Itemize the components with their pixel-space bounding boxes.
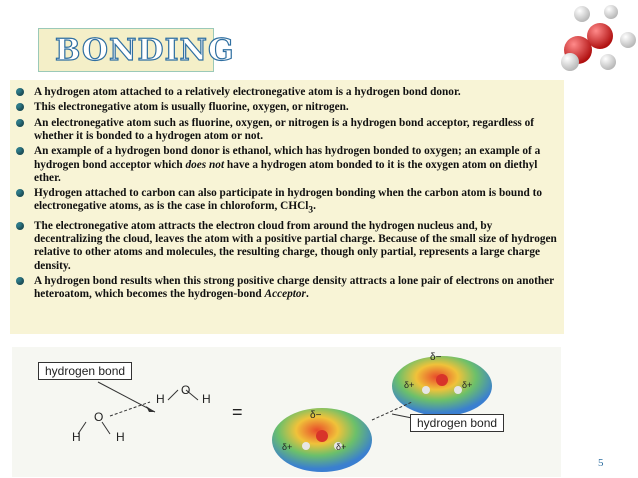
atom-h-bottom-left: H (72, 430, 81, 444)
bullet-item: The electronegative atom attracts the electron cloud from around the hydrogen nucleus and, by decentralizing the cloud, leaves the atom with a positive partial charge. Because of the small size of hydrogen relative to other atoms and molecules, the resulting charge, though only partial, represents a large charge density. (14, 220, 560, 273)
delta-plus-bottom-left: δ+ (282, 442, 293, 452)
delta-minus-top: δ− (430, 352, 442, 363)
delta-plus-top-left: δ+ (404, 380, 415, 390)
hydrogen-bond-label-left: hydrogen bond (38, 362, 132, 380)
bullet-marker (16, 103, 24, 111)
bullet-marker (16, 277, 24, 285)
atom-h-top-left: H (156, 392, 165, 406)
bullet-marker (16, 147, 24, 155)
delta-minus-bottom: δ− (310, 410, 322, 421)
delta-plus-top-right: δ+ (462, 380, 473, 390)
bullet-marker (16, 119, 24, 127)
bullet-item: A hydrogen atom attached to a relatively electronegative atom is a hydrogen bond donor. (14, 86, 560, 99)
hydrogen-bond-label-right: hydrogen bond (410, 414, 504, 432)
slide-title: BONDING (55, 33, 235, 68)
page-number: 5 (598, 457, 604, 469)
hydrogen-bond-diagram (60, 378, 230, 458)
title-box (38, 28, 235, 72)
atom-o-bottom: O (94, 410, 104, 424)
water-molecule-graphic (548, 0, 638, 78)
delta-plus-bottom-right: δ+ (336, 442, 347, 452)
equals-sign: = (232, 402, 243, 422)
bullet-item: An example of a hydrogen bond donor is ethanol, which has hydrogen bonded to oxygen; an example of a hydrogen bond acceptor which does not have a hydrogen atom bonded to it is the oxygen atom on diethyl ether. (14, 145, 560, 185)
atom-h-bottom-right: H (116, 430, 125, 444)
bullet-marker (16, 88, 24, 96)
bullet-list (14, 86, 560, 304)
bullet-item: Hydrogen attached to carbon can also participate in hydrogen bonding when the carbon atom is bound to electronegative atoms, as is the case in chloroform, CHCl$_3$. (14, 187, 560, 218)
bullet-marker (16, 222, 24, 230)
atom-o-top: O (181, 383, 191, 397)
bullet-item: A hydrogen bond results when this strong positive charge density attracts a lone pair of electrons on another heteroatom, which becomes the hydrogen-bond Acceptor. (14, 275, 560, 301)
atom-h-top-right: H (202, 392, 211, 406)
bullet-item: An electronegative atom such as fluorine, oxygen, or nitrogen is a hydrogen bond acceptor, regardless of whether it is bonded to a hydrogen atom or not. (14, 117, 560, 143)
electrostatic-potential-diagram (262, 350, 532, 474)
bullet-item: This electronegative atom is usually fluorine, oxygen, or nitrogen. (14, 101, 560, 114)
bullet-marker (16, 189, 24, 197)
